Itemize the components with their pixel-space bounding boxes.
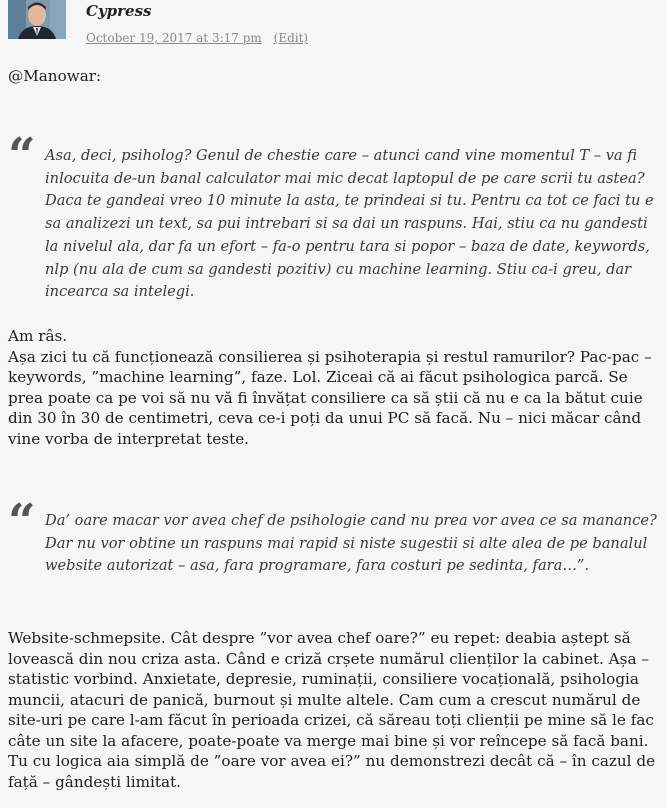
avatar[interactable] [8,0,66,39]
quote-text-1: Asa, deci, psiholog? Genul de chestie care – atunci cand vine momentul T – va fi inlocuita de-un banal calculator mai mic decat laptopul de pe care scrii tu astea? Daca te gandeai vreo 10 minute la asta, te prindeai si tu. Pentru ca tot ce faci tu e sa analizezi un text, sa pui intrebari si sa dai un raspuns. Hai, stiu ca nu gandesti la nivelul ala, dar fa un efort – fa-o pentru tara si popor – baza de date, keywords, nlp (nu ala de cum sa gandesti pozitiv) cu machine learning. Stiu ca-i greu, dar incearca sa intelegi. [45,147,654,301]
quote-icon: “ [8,494,36,550]
comment-date-link[interactable]: October 19, 2017 at 3:17 pm [86,31,262,45]
mention-text: @Manowar: [8,67,102,85]
avatar-image [8,0,66,39]
reply-text-2: Website-schmepsite. Cât despre ”vor avea chef oare?” eu repet: deabia aștept să lovească din nou criza asta. Când e criză crșete numărul clienților la cabinet. Așa – statistic vorbind. Anxietate, depresie, ruminații, consiliere vocațională, psihologia muncii, atacuri de panică, burnout și multe altele. Cam cum a crescut numărul de site-uri pe care l-am făcut în perioada crizei, că săreau toți clienții pe mine să le fac câte un site la afacere, poate-poate va merge mai bine și vor reîncepe să facă bani. Tu cu logica aia simplă de ”oare vor avea ei?” nu demonstrezi decât că – în cazul de față – gândești limitat. [8,629,656,791]
reply-text-1: Așa zici tu că funcționează consilierea și psihoterapia și restul ramurilor? Pac-pac – keywords, ”machine learning”, faze. Lol. Ziceai că ai făcut psihologica parcă. Se prea poate ca pe voi să nu vă fi învățat consiliere ca să știi că nu e ca la bătut cuie din 30 în 30 de centimetri, ceva ce-i poți da unui PC să facă. Nu – nici măcar când vine vorba de interpretat teste. [8,347,652,448]
blockquote-1 [8,128,661,304]
reply-paragraph-2 [8,628,661,792]
reply-line-laugh: Am râs. [8,327,68,345]
comment-author[interactable]: Cypress [86,2,152,20]
quote-icon: “ [8,128,36,184]
reply-paragraph-1 [8,326,661,449]
edit-link[interactable]: (Edit) [273,31,309,45]
quote-text-2: Da’ oare macar vor avea chef de psihologie cand nu prea vor avea ce sa manance? Dar nu vor obtine un raspuns mai rapid si niste sugestii si alte alea de pe banalul website autorizat – asa, fara programare, fara costuri pe sedinta, fara…”. [45,512,657,575]
blockquote-2 [8,494,661,578]
comment-meta [86,31,308,45]
